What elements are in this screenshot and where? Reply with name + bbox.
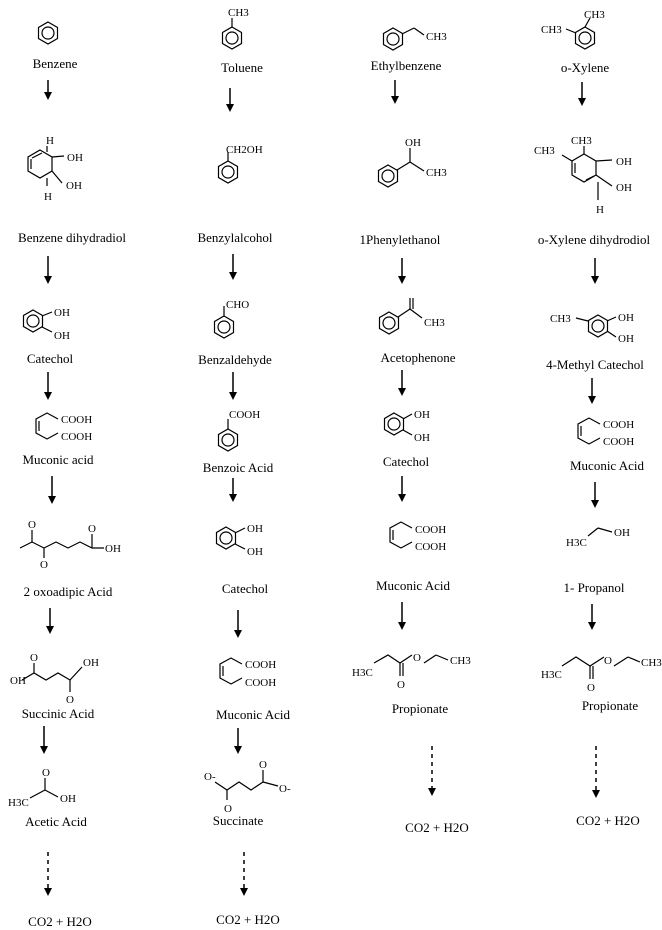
benzaldehyde-structure <box>215 299 250 338</box>
atom-label: OH <box>83 657 99 669</box>
atom-label: COOH <box>415 524 447 536</box>
reaction-arrow <box>591 258 599 284</box>
reaction-arrow-dashed <box>240 852 248 896</box>
atom-label: OH <box>60 793 76 805</box>
compound-label: 1- Propanol <box>563 580 625 595</box>
atom-label: COOH <box>603 419 635 431</box>
compound-label: 1Phenylethanol <box>359 232 441 247</box>
compound-label: Benzylalcohol <box>197 230 273 245</box>
atom-label: H <box>596 204 604 216</box>
reaction-arrow <box>46 608 54 634</box>
reaction-arrow <box>391 80 399 104</box>
atom-label: O <box>88 523 96 535</box>
atom-label: COOH <box>61 414 93 426</box>
final-product-label: CO2 + H2O <box>216 912 280 927</box>
compound-label: Catechol <box>382 454 430 469</box>
reaction-arrow-dashed <box>428 746 436 796</box>
oxoadipic-acid-structure <box>20 519 121 571</box>
atom-label: OH <box>616 156 632 168</box>
reaction-arrow-dashed <box>44 852 52 896</box>
methyl-catechol-structure <box>550 312 634 345</box>
compound-label: Acetophenone <box>380 350 456 365</box>
pathway-toluene <box>197 7 290 927</box>
reaction-arrow <box>398 370 406 396</box>
atom-label: COOH <box>245 659 277 671</box>
muconic-acid-structure <box>578 418 634 448</box>
atom-label: OH <box>614 527 630 539</box>
reaction-arrow-dashed <box>592 746 600 798</box>
atom-label: OH <box>10 675 26 687</box>
atom-label: COOH <box>229 409 261 421</box>
atom-label: H3C <box>566 537 587 549</box>
compound-label: Benzene <box>32 56 78 71</box>
atom-label: O <box>66 694 74 706</box>
atom-label: O <box>413 652 421 664</box>
compound-label: Succinic Acid <box>21 706 95 721</box>
atom-label: O <box>587 682 595 694</box>
compound-label: Catechol <box>26 351 74 366</box>
atom-label: CH3 <box>641 657 662 669</box>
atom-label: CHO <box>226 299 250 311</box>
atom-label: O <box>224 803 232 815</box>
atom-label: H <box>46 135 54 147</box>
atom-label: OH <box>414 409 430 421</box>
succinic-acid-structure <box>10 652 99 706</box>
acetic-acid-structure <box>8 767 76 809</box>
propionate-structure <box>541 655 662 694</box>
catechol-structure <box>24 307 70 342</box>
reaction-arrow <box>229 372 237 400</box>
atom-label: CH3 <box>534 145 555 157</box>
atom-label: OH <box>54 307 70 319</box>
compound-label: Benzene dihydradiol <box>18 230 126 245</box>
atom-label: O <box>40 559 48 571</box>
reaction-arrow <box>229 478 237 502</box>
atom-label: CH3 <box>426 167 447 179</box>
acetophenone-structure <box>380 298 446 334</box>
benzene-structure <box>39 22 58 44</box>
atom-label: OH <box>414 432 430 444</box>
atom-label: O <box>259 759 267 771</box>
ethylbenzene-structure <box>384 28 448 50</box>
atom-label: CH3 <box>450 655 471 667</box>
propionate-structure <box>352 652 471 691</box>
atom-label: COOH <box>603 436 635 448</box>
atom-label: CH3 <box>424 317 445 329</box>
o-xylene-structure <box>541 9 605 49</box>
atom-label: O <box>28 519 36 531</box>
catechol-structure <box>385 409 430 444</box>
toluene-structure <box>223 7 250 49</box>
reaction-arrow <box>44 80 52 100</box>
atom-label: O <box>604 655 612 667</box>
catechol-structure <box>217 523 263 558</box>
atom-label: H3C <box>8 797 29 809</box>
reaction-arrow <box>398 258 406 284</box>
reaction-arrow <box>398 476 406 502</box>
o-xylene-dihydrodiol-structure <box>534 135 632 216</box>
benzylalcohol-structure <box>219 144 263 183</box>
propanol-structure <box>566 527 630 549</box>
benzoic-acid-structure <box>219 409 261 451</box>
atom-label: COOH <box>245 677 277 689</box>
atom-label: CH3 <box>541 24 562 36</box>
reaction-arrow <box>40 726 48 754</box>
compound-label: Muconic acid <box>22 452 94 467</box>
atom-label: O <box>42 767 50 779</box>
compound-label: 4-Methyl Catechol <box>546 357 644 372</box>
atom-label: OH <box>66 180 82 192</box>
atom-label: OH <box>247 523 263 535</box>
final-product-label: CO2 + H2O <box>576 813 640 828</box>
compound-label: Propionate <box>391 701 449 716</box>
atom-label: O <box>397 679 405 691</box>
reaction-arrow <box>226 88 234 112</box>
compound-label: Catechol <box>221 581 269 596</box>
benzene-dihydrodiol-structure <box>28 135 83 203</box>
reaction-arrow <box>588 378 596 404</box>
reaction-arrow <box>229 254 237 280</box>
atom-label: CH3 <box>571 135 592 147</box>
reaction-arrow <box>398 602 406 630</box>
atom-label: OH <box>67 152 83 164</box>
atom-label: OH <box>618 312 634 324</box>
compound-label: Propionate <box>581 698 639 713</box>
atom-label: OH <box>405 137 421 149</box>
atom-label: CH3 <box>228 7 249 19</box>
muconic-acid-structure <box>390 522 446 553</box>
atom-label: OH <box>54 330 70 342</box>
reaction-arrow <box>44 256 52 284</box>
reaction-arrow <box>234 610 242 638</box>
phenylethanol-structure <box>379 137 448 187</box>
reaction-arrow <box>234 728 242 754</box>
atom-label: H3C <box>541 669 562 681</box>
compound-label: o-Xylene dihydrodiol <box>537 232 651 247</box>
pathway-ethylbenzene <box>352 28 471 835</box>
compound-label: Ethylbenzene <box>370 58 442 73</box>
atom-label: O <box>30 652 38 664</box>
reaction-arrow <box>578 82 586 106</box>
atom-label: CH2OH <box>226 144 263 156</box>
atom-label: OH <box>616 182 632 194</box>
compound-label: Toluene <box>221 60 263 75</box>
succinate-structure <box>204 759 291 815</box>
atom-label: CH3 <box>550 313 571 325</box>
muconic-acid-structure <box>220 658 276 689</box>
reaction-arrow <box>591 482 599 508</box>
reaction-arrow <box>588 604 596 630</box>
compound-label: Succinate <box>212 813 264 828</box>
atom-label: H3C <box>352 667 373 679</box>
final-product-label: CO2 + H2O <box>405 820 469 835</box>
compound-label: Muconic Acid <box>215 707 291 722</box>
compound-label: Muconic Acid <box>375 578 451 593</box>
atom-label: O- <box>204 771 216 783</box>
atom-label: COOH <box>61 431 93 443</box>
reaction-arrow <box>44 372 52 400</box>
muconic-acid-structure <box>36 413 92 443</box>
compound-label: Acetic Acid <box>25 814 87 829</box>
compound-label: o-Xylene <box>560 60 610 75</box>
final-product-label: CO2 + H2O <box>28 914 92 929</box>
compound-label: Benzoic Acid <box>202 460 274 475</box>
compound-label: Muconic Acid <box>569 458 645 473</box>
atom-label: CH3 <box>584 9 605 21</box>
atom-label: OH <box>105 543 121 555</box>
compound-label: 2 oxoadipic Acid <box>23 584 113 599</box>
atom-label: OH <box>618 333 634 345</box>
pathway-benzene <box>8 22 126 929</box>
compound-label: Benzaldehyde <box>198 352 272 367</box>
atom-label: H <box>44 191 52 203</box>
atom-label: COOH <box>415 541 447 553</box>
atom-label: CH3 <box>426 31 447 43</box>
reaction-arrow <box>48 476 56 504</box>
atom-label: OH <box>247 546 263 558</box>
pathway-o-xylene <box>534 9 662 828</box>
atom-label: O- <box>279 783 291 795</box>
